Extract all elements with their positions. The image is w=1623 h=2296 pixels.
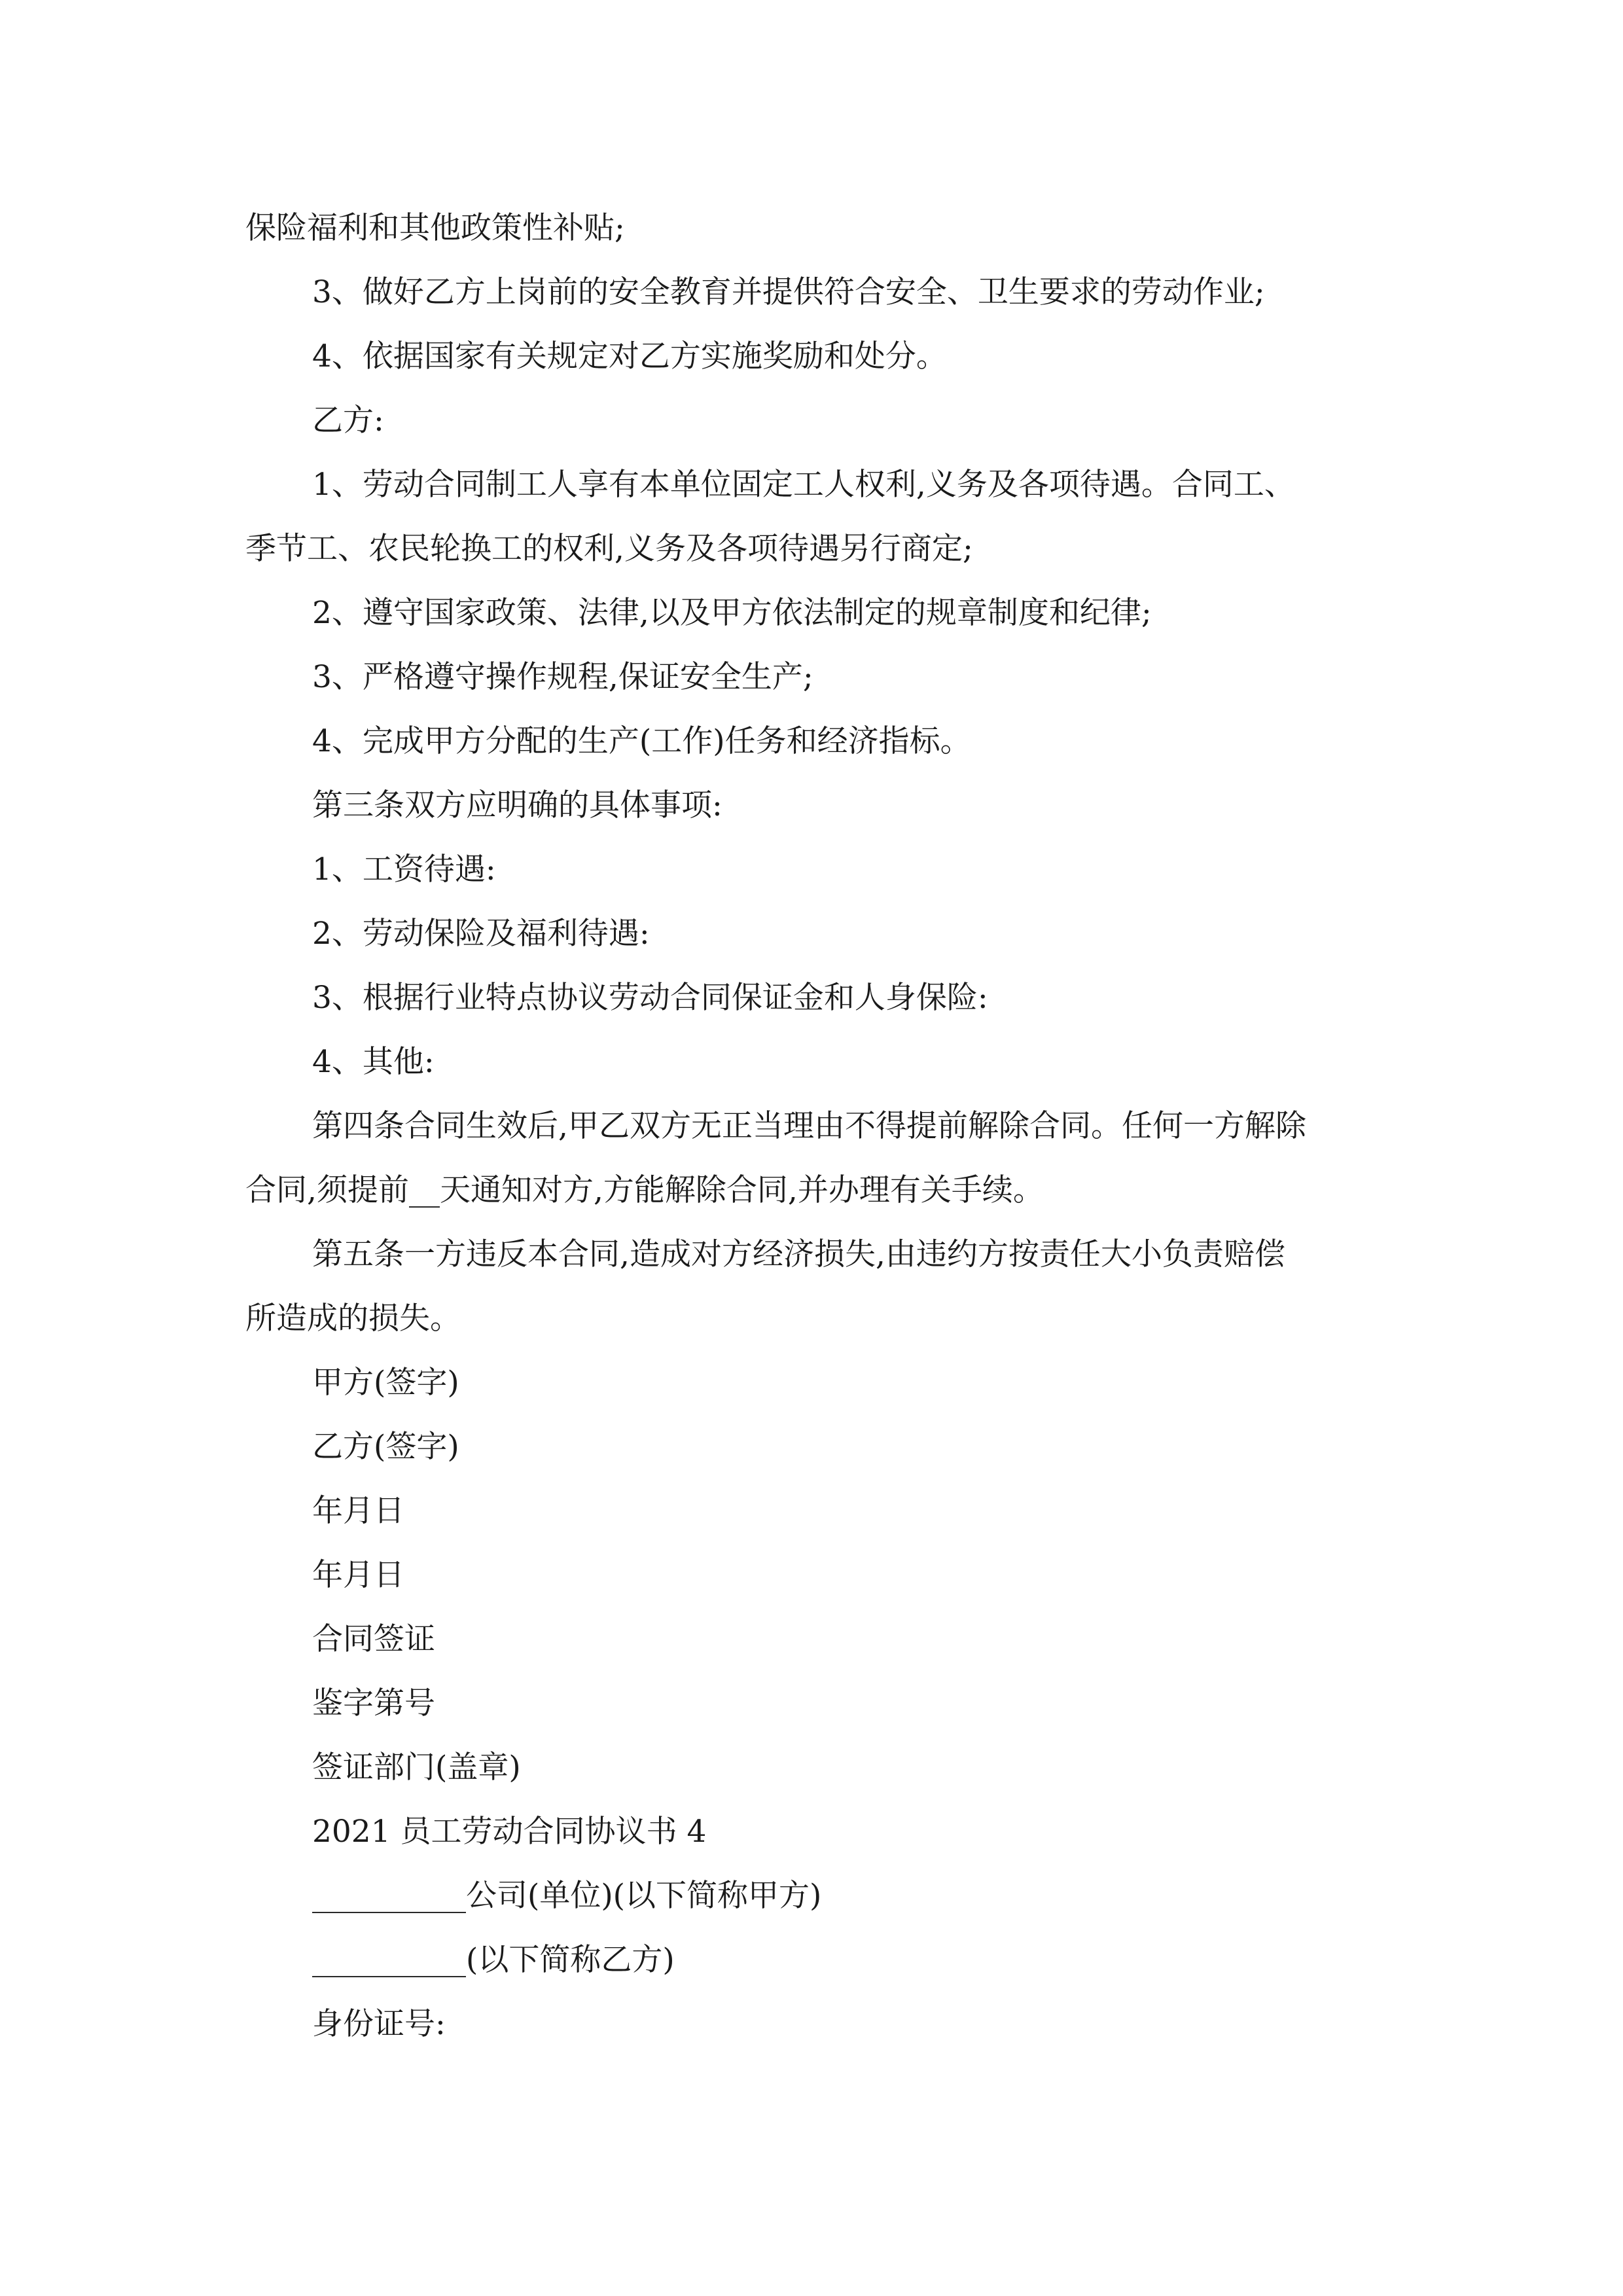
document-line: 3、根据行业特点协议劳动合同保证金和人身保险: xyxy=(312,980,988,1016)
document-line: 1、工资待遇: xyxy=(312,852,496,888)
document-line: 合同,须提前__天通知对方,方能解除合同,并办理有关手续。 xyxy=(245,1172,1044,1208)
document-line: __________公司(单位)(以下简称甲方) xyxy=(312,1878,822,1914)
document-line: 保险福利和其他政策性补贴; xyxy=(245,210,625,246)
document-line: 年月日 xyxy=(312,1493,404,1529)
document-line: 2、遵守国家政策、法律,以及甲方依法制定的规章制度和纪律; xyxy=(312,595,1152,631)
document-line: 乙方: xyxy=(312,403,384,439)
document-line: 签证部门(盖章) xyxy=(312,1749,521,1785)
document-line: 年月日 xyxy=(312,1557,404,1593)
document-line: 乙方(签字) xyxy=(312,1429,459,1465)
document-line: 甲方(签字) xyxy=(312,1365,459,1401)
document-line: 4、完成甲方分配的生产(工作)任务和经济指标。 xyxy=(312,723,971,759)
document-line: 2021 员工劳动合同协议书 4 xyxy=(312,1814,707,1850)
document-line: 身份证号: xyxy=(312,2006,446,2042)
document-line: __________(以下简称乙方) xyxy=(312,1942,675,1978)
document-line: 4、其他: xyxy=(312,1044,435,1080)
document-line: 第五条一方违反本合同,造成对方经济损失,由违约方按责任大小负责赔偿 xyxy=(312,1236,1285,1272)
document-line: 第三条双方应明确的具体事项: xyxy=(312,787,722,823)
document-line: 3、做好乙方上岗前的安全教育并提供符合安全、卫生要求的劳动作业; xyxy=(312,274,1265,310)
document-line: 1、劳动合同制工人享有本单位固定工人权利,义务及各项待遇。合同工、 xyxy=(312,467,1295,503)
document-line: 所造成的损失。 xyxy=(245,1300,461,1336)
document-line: 鉴字第号 xyxy=(312,1685,435,1721)
document-line: 2、劳动保险及福利待遇: xyxy=(312,916,650,952)
document-body xyxy=(245,196,1384,2056)
document-line: 季节工、农民轮换工的权利,义务及各项待遇另行商定; xyxy=(245,531,973,567)
document-line: 合同签证 xyxy=(312,1621,435,1657)
document-line: 4、依据国家有关规定对乙方实施奖励和处分。 xyxy=(312,338,947,374)
document-line: 第四条合同生效后,甲乙双方无正当理由不得提前解除合同。任何一方解除 xyxy=(312,1108,1306,1144)
document-line: 3、严格遵守操作规程,保证安全生产; xyxy=(312,659,813,695)
